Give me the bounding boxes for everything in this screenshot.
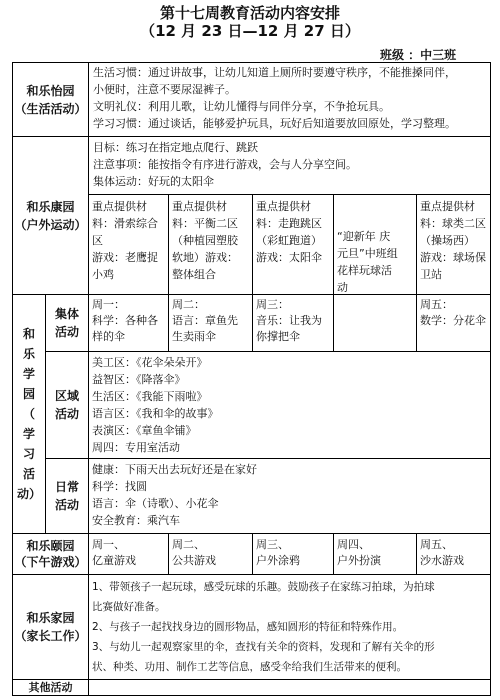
group-day-tue xyxy=(172,297,252,351)
games-day-mon xyxy=(92,537,168,574)
games-section-label xyxy=(13,534,88,574)
area-activity-line: 语言区：《我和伞的故事》 xyxy=(92,407,219,420)
group-label-1: 集体 xyxy=(54,307,79,321)
area-line: （彩虹跑道） xyxy=(256,234,322,247)
game-line: 周三、 xyxy=(256,538,289,551)
area-line: （种植园塑胶 xyxy=(172,234,238,247)
game-line: 周五、 xyxy=(420,538,453,551)
outdoor-general xyxy=(93,139,489,195)
area-activity-line: 生活区：《我能下雨啦》 xyxy=(92,390,208,403)
day-line: 你撑把伞 xyxy=(256,330,300,343)
daily-line: 语言：伞（诗歌）、小花伞 xyxy=(92,497,219,510)
area-line: 料：球类二区 xyxy=(420,217,486,230)
outdoor-area-1 xyxy=(92,198,168,293)
date-range: （12 月 23 日—12 月 27 日） xyxy=(140,22,360,40)
day-line: 周三： xyxy=(256,298,289,311)
game-line: 亿童游戏 xyxy=(92,554,136,567)
study-label-char: 乐 xyxy=(22,347,35,361)
life-content xyxy=(93,64,489,136)
page-title: 第十七周教育活动内容安排 xyxy=(159,4,340,22)
game-line: 户外涂鸦 xyxy=(256,554,300,567)
life-line: 学习习惯：通过谈话，能够爱护玩具，玩好后知道要放回原处，学习整理。 xyxy=(93,117,456,130)
area-line: 软地）游戏： xyxy=(172,251,238,264)
outdoor-goal: 目标：练习在指定地点爬行、跳跃 xyxy=(93,141,258,154)
area-line: 小鸡 xyxy=(92,268,114,281)
game-line: 周一、 xyxy=(92,538,125,551)
daily-line: 科学：找圆 xyxy=(92,480,147,493)
games-label-2: （下午游戏） xyxy=(14,555,87,569)
area-line: 动 xyxy=(337,281,348,293)
area-activity-label xyxy=(46,352,88,458)
area-line: 游戏：球场保 xyxy=(420,251,486,264)
area-label-2: 活动 xyxy=(54,407,79,421)
study-label-char: 园 xyxy=(22,387,35,401)
study-label-char: 活 xyxy=(22,467,35,481)
family-content xyxy=(92,577,489,679)
game-line: 沙水游戏 xyxy=(420,554,464,567)
life-label-1: 和乐怡园 xyxy=(26,83,75,98)
day-line: 周五： xyxy=(420,298,453,311)
outdoor-label-2: （户外运动） xyxy=(14,217,87,232)
area-activity-line: 益智区：《降落伞》 xyxy=(92,373,186,386)
daily-line: 健康：下雨天出去玩好还是在家好 xyxy=(92,463,257,476)
outdoor-area-4 xyxy=(337,228,416,293)
area-line: 整体组合 xyxy=(172,268,216,281)
area-line: “迎新年 庆 xyxy=(337,230,391,243)
day-line: 语言：章鱼先 xyxy=(172,314,238,327)
group-day-wed xyxy=(256,297,333,351)
area-activity-line: 美工区：《花伞朵朵开》 xyxy=(92,356,208,369)
outdoor-area-3 xyxy=(256,198,333,293)
daily-label-2: 活动 xyxy=(54,498,79,512)
game-line: 户外扮演 xyxy=(337,554,381,567)
area-line: 卫站 xyxy=(420,268,442,281)
life-label-2: （生活活动） xyxy=(14,101,87,116)
area-line: 重点提供材 xyxy=(256,200,311,213)
games-day-thu xyxy=(337,537,416,574)
group-day-fri xyxy=(420,297,490,351)
outdoor-area-5 xyxy=(420,198,490,293)
day-line: 数学：分花伞 xyxy=(420,314,486,327)
study-label-char: 学 xyxy=(22,427,35,441)
day-line: 周二： xyxy=(172,298,205,311)
group-label-2: 活动 xyxy=(54,325,79,339)
daily-activity-label xyxy=(46,459,88,533)
outdoor-section-label xyxy=(13,137,88,294)
daily-line: 安全教育：乘汽车 xyxy=(92,514,180,527)
area-line: （操场西） xyxy=(420,234,475,247)
area-line: 重点提供材 xyxy=(92,200,147,213)
life-line: 生活习惯：通过讲故事，让幼儿知道上厕所时要遵守秩序，不能推搡同伴， xyxy=(93,66,456,79)
area-line: 料：滑索综合 xyxy=(92,217,158,230)
family-line: 2、与孩子一起找找身边的圆形物品，感知圆形的特征和特殊作用。 xyxy=(92,621,404,633)
games-day-tue xyxy=(172,537,252,574)
area-line: 元旦”中班组 xyxy=(337,247,398,260)
study-label-char: 学 xyxy=(22,367,35,381)
study-label-char: 和 xyxy=(22,327,35,341)
area-line: 重点提供材 xyxy=(420,200,475,213)
area-line: 花样玩球活 xyxy=(337,264,392,277)
other-section-label xyxy=(13,680,88,695)
day-line: 样的伞 xyxy=(92,330,125,343)
area-activity-line: 表演区：《章鱼伞铺》 xyxy=(92,424,197,437)
games-day-wed xyxy=(256,537,333,574)
daily-activity-content xyxy=(92,461,488,533)
outdoor-label-1: 和乐康园 xyxy=(26,199,75,214)
area-line: 游戏：老鹰捉 xyxy=(92,251,158,264)
day-line: 科学：各种各 xyxy=(92,314,158,327)
daily-label-1: 日常 xyxy=(54,480,79,494)
life-line: 文明礼仪：利用儿歌，让幼儿懂得与同伴分享，不争抢玩具。 xyxy=(93,100,390,113)
games-label-1: 和乐颐园 xyxy=(26,539,75,553)
study-label-char: 动） xyxy=(16,487,41,501)
class-label: 班级 ：中三班 xyxy=(380,48,457,62)
study-label-char: 习 xyxy=(22,447,35,461)
area-label-1: 区域 xyxy=(54,389,79,403)
study-label-char: （ xyxy=(22,407,35,421)
game-line: 周二、 xyxy=(172,538,205,551)
day-line: 音乐：让我为 xyxy=(256,314,322,327)
games-day-fri xyxy=(420,537,490,574)
group-activity-label xyxy=(46,295,88,351)
life-line: 小便时，注意不要尿湿裤子。 xyxy=(93,83,236,96)
day-line: 周一： xyxy=(92,298,125,311)
other-label: 其他活动 xyxy=(28,680,73,694)
family-line: 3、与幼儿一起观察家里的伞，查找有关伞的资料，发现和了解有关伞的形 xyxy=(92,641,435,653)
family-line: 比赛做好准备。 xyxy=(92,601,166,613)
family-label-2: （家长工作） xyxy=(14,629,87,643)
outdoor-notice: 注意事项：能按指令有序进行游戏，会与人分享空间。 xyxy=(93,158,357,171)
outdoor-area-2 xyxy=(172,198,252,293)
area-line: 游戏：太阳伞 xyxy=(256,251,322,264)
family-line: 状、种类、功用、制作工艺等信息，感受伞给我们生活带来的便利。 xyxy=(92,661,407,673)
family-line: 1、带领孩子一起玩球，感受玩球的乐趣。鼓励孩子在家练习拍球，为拍球 xyxy=(92,581,435,593)
family-section-label xyxy=(13,575,88,679)
outdoor-group-sport: 集体运动：好玩的太阳伞 xyxy=(93,175,214,188)
family-label-1: 和乐家园 xyxy=(26,611,75,625)
area-line: 区 xyxy=(92,234,103,247)
game-line: 周四、 xyxy=(337,538,370,551)
group-day-mon xyxy=(92,297,168,351)
area-activity-line: 周四：专用室活动 xyxy=(92,441,180,454)
day-line: 生卖雨伞 xyxy=(172,330,216,343)
study-section-label xyxy=(13,295,45,533)
game-line: 公共游戏 xyxy=(172,554,216,567)
area-line: 重点提供材 xyxy=(172,200,227,213)
life-section-label xyxy=(13,63,88,136)
area-line: 料：平衡二区 xyxy=(172,217,238,230)
area-line: 料：走跑跳区 xyxy=(256,217,322,230)
area-activity-content xyxy=(92,354,488,458)
